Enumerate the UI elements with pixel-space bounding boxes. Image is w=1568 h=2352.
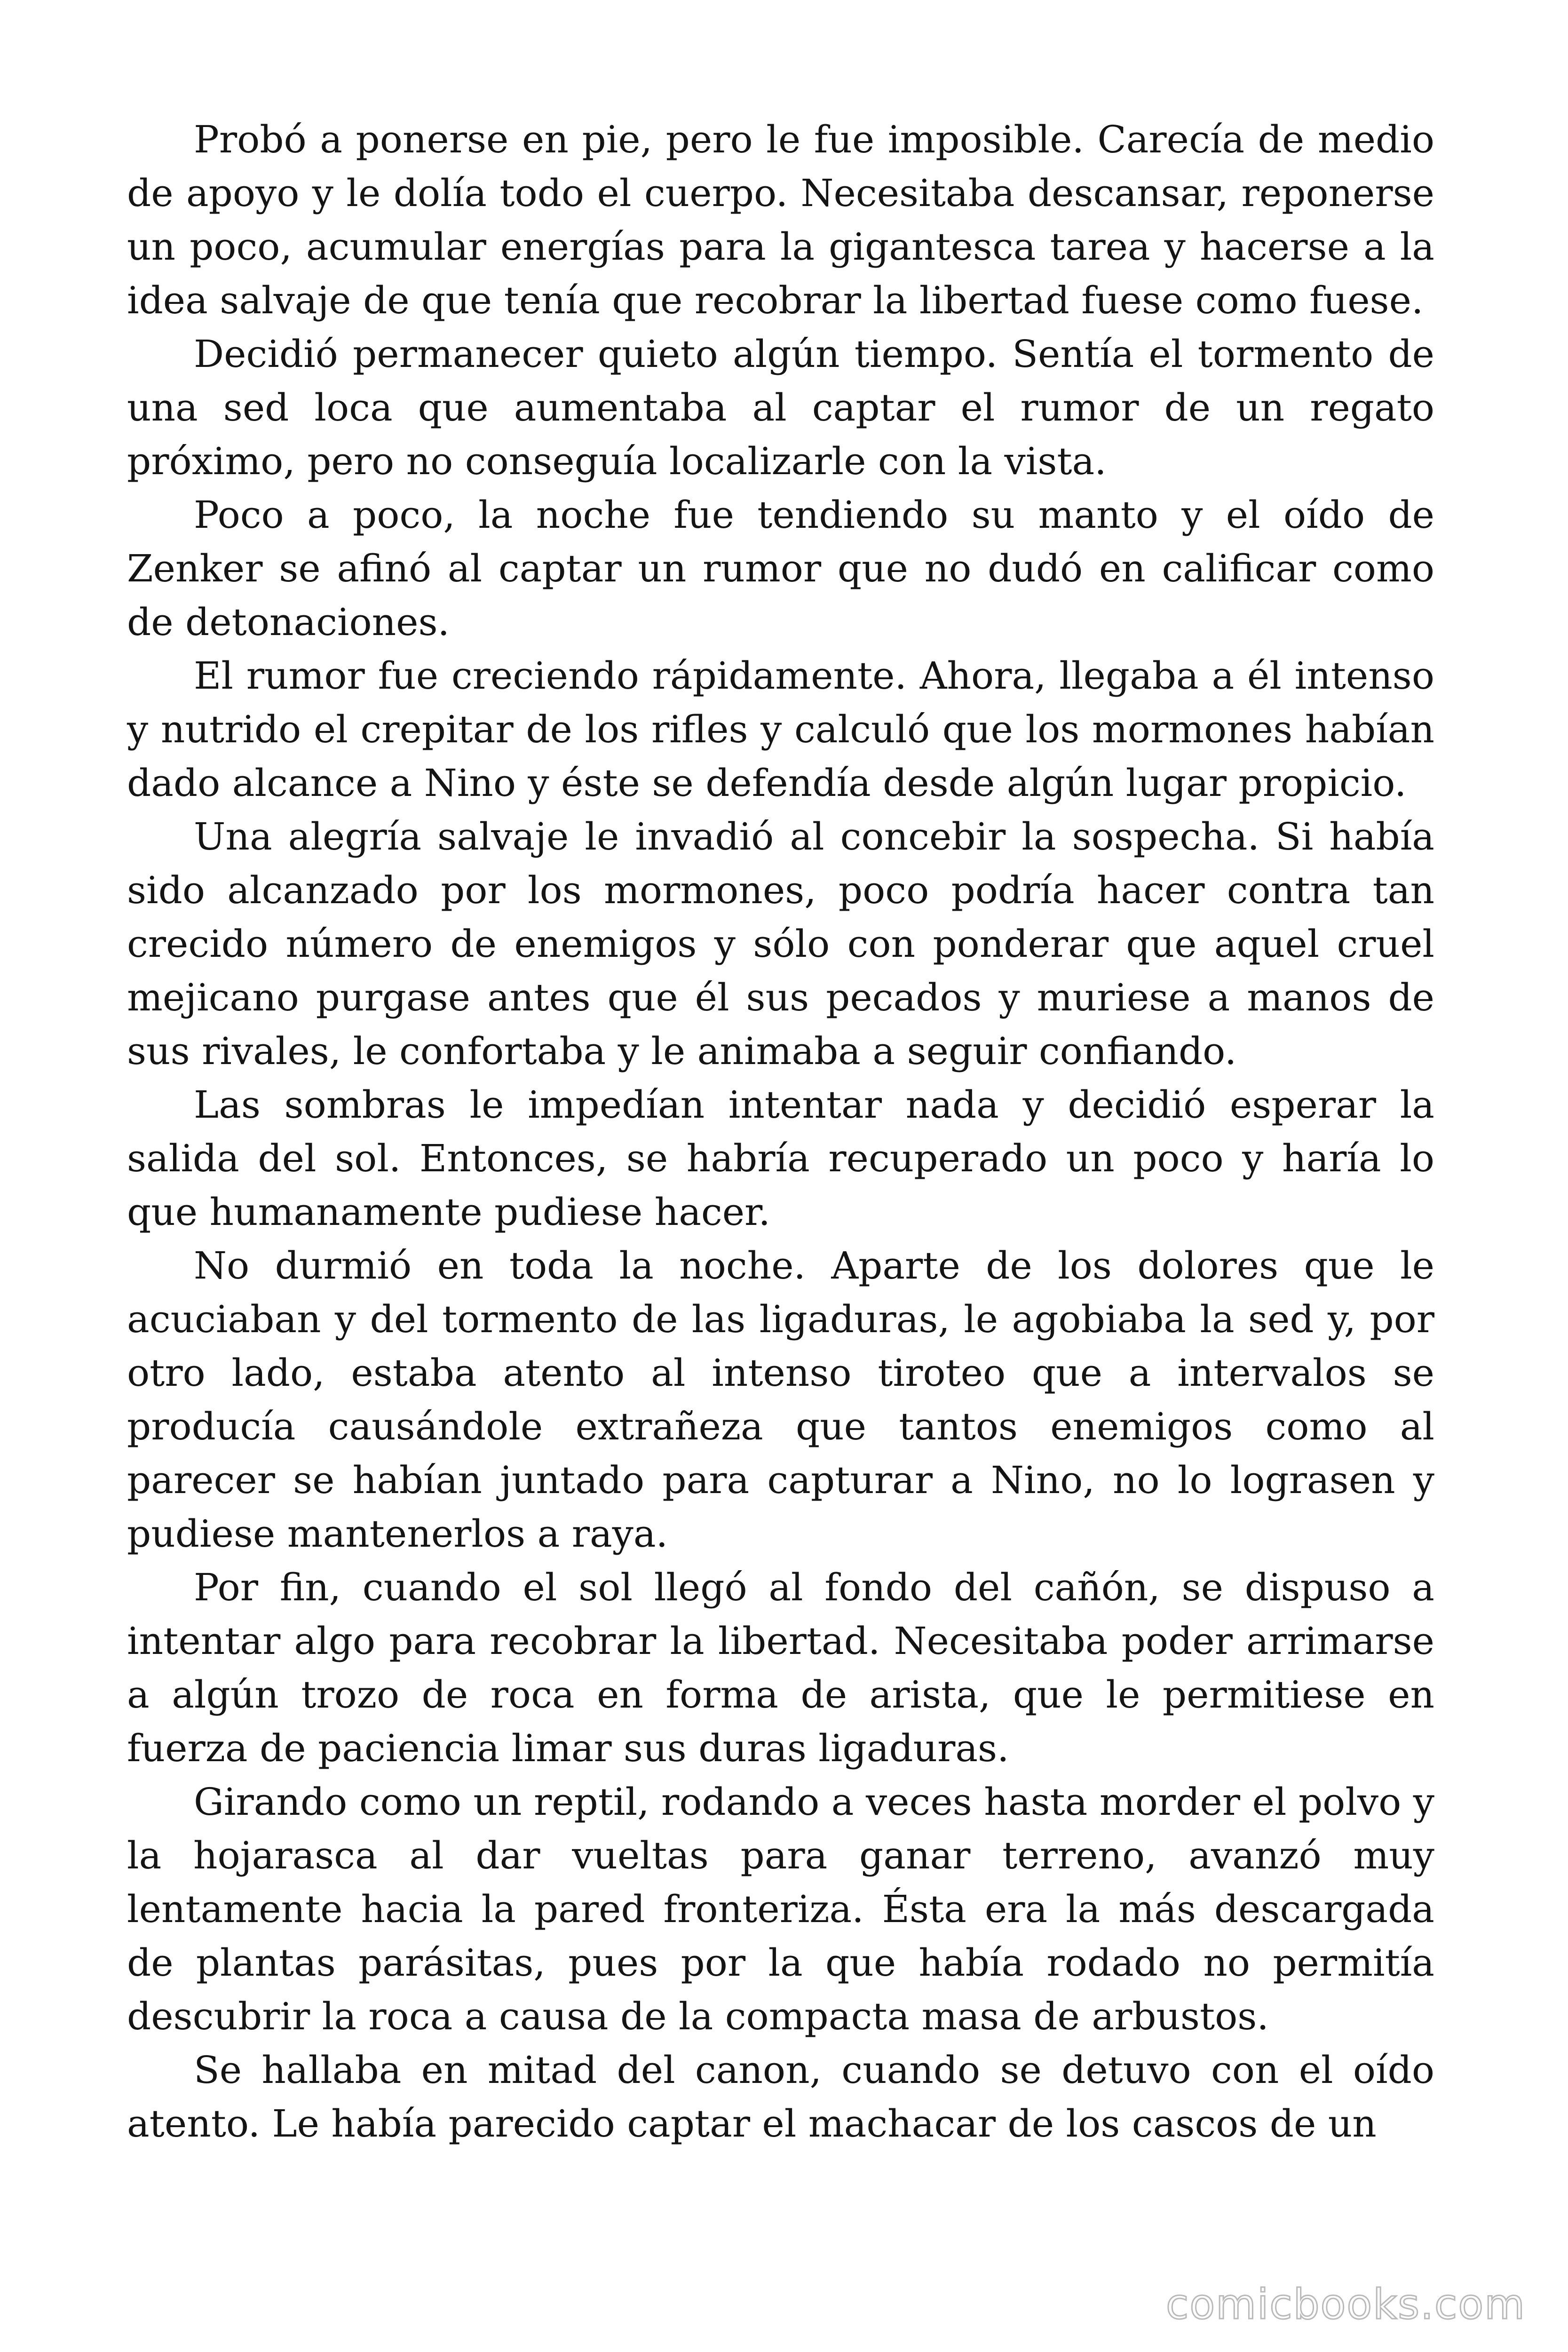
paragraph: No durmió en toda la noche. Aparte de los dolores que le acuciaban y del tormento de las ligaduras, le agobiaba la sed y, por otro lado, estaba atento al intenso tiroteo que a intervalos se producía causándole extrañeza que tantos enemigos como al parecer se habían juntado para capturar a Nino, no lo lograsen y pudiese mantenerlos a raya. [127,1244,1434,1556]
watermark: comicbooks.com [1165,2280,1526,2328]
paragraph: Una alegría salvaje le invadió al concebir la sospecha. Si había sido alcanzado por los mormones, poco podría hacer contra tan crecido número de enemigos y sólo con ponderar que aquel cruel mejicano purgase antes que él sus pecados y muriese a manos de sus rivales, le confortaba y le animaba a seguir confiando. [127,815,1434,1073]
paragraph: Las sombras le impedían intentar nada y decidió esperar la salida del sol. Entonces, se habría recuperado un poco y haría lo que humanamente pudiese hacer. [127,1083,1434,1234]
paragraph: Se hallaba en mitad del canon, cuando se detuvo con el oído atento. Le había parecido captar el machacar de los cascos de un [127,2048,1434,2145]
paragraph: Probó a ponerse en pie, pero le fue imposible. Carecía de medio de apoyo y le dolía todo el cuerpo. Necesitaba descansar, reponerse un poco, acumular energías para la gigantesca tarea y hacerse a la idea salvaje de que tenía que recobrar la libertad fuese como fuese. [127,118,1434,322]
page-body [127,113,1434,2151]
paragraph: El rumor fue creciendo rápidamente. Ahora, llegaba a él intenso y nutrido el crepitar de los rifles y calculó que los mormones habían dado alcance a Nino y éste se defendía desde algún lugar propicio. [127,654,1434,805]
paragraph: Girando como un reptil, rodando a veces hasta morder el polvo y la hojarasca al dar vueltas para ganar terreno, avanzó muy lentamente hacia la pared fronteriza. Ésta era la más descargada de plantas parásitas, pues por la que había rodado no permitía descubrir la roca a causa de la compacta masa de arbustos. [127,1780,1434,2038]
paragraph: Decidió permanecer quieto algún tiempo. Sentía el tormento de una sed loca que aumentaba al captar el rumor de un regato próximo, pero no conseguía localizarle con la vista. [127,332,1434,483]
paragraph: Por fin, cuando el sol llegó al fondo del cañón, se dispuso a intentar algo para recobrar la libertad. Necesitaba poder arrimarse a algún trozo de roca en forma de arista, que le permitiese en fuerza de paciencia limar sus duras ligaduras. [127,1565,1434,1770]
paragraph: Poco a poco, la noche fue tendiendo su manto y el oído de Zenker se afinó al captar un rumor que no dudó en calificar como de detonaciones. [127,493,1434,644]
